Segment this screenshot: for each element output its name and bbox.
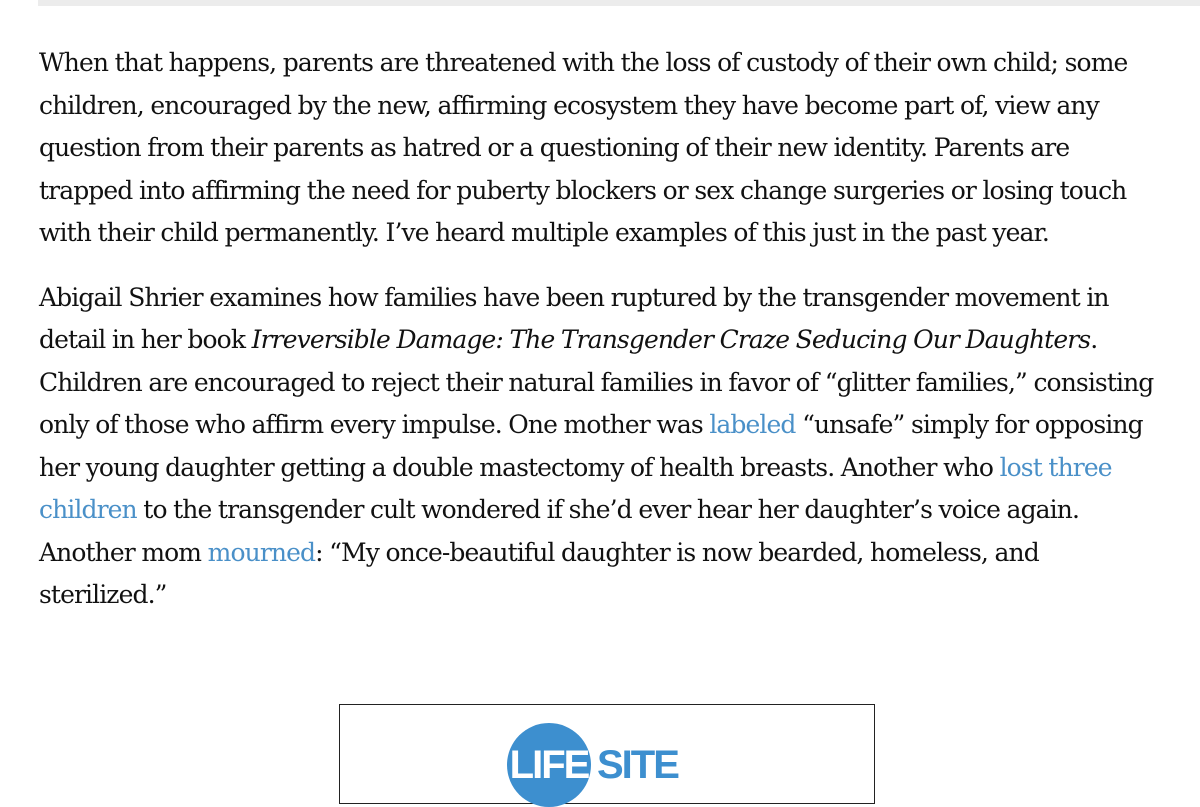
book-title: Irreversible Damage: The Transgender Craze Seducing Our Daughters [251, 325, 1091, 354]
mourned-link[interactable]: mourned [207, 537, 316, 567]
paragraph-text: “unsafe” simply for opposing her young daughter getting a double mastectomy of health breasts. Another who [39, 410, 1143, 482]
paragraph-text: : “My once-beautiful daughter is now bearded, homeless, and sterilized.” [39, 537, 1039, 609]
lifesite-logo[interactable] [507, 723, 678, 793]
article-paragraph-2 [39, 277, 1164, 617]
logo-life-text: LIFE [509, 743, 589, 787]
paragraph-text: to the transgender cult wondered if she’d ever hear her daughter’s voice again. Another mom [39, 495, 1080, 567]
logo-site-text: SITE [597, 743, 678, 787]
lifesite-ad-box[interactable] [339, 704, 875, 804]
top-divider-bar [38, 0, 1200, 6]
article-paragraph-1: When that happens, parents are threatened with the loss of custody of their own child; some children, encouraged by the new, affirming ecosystem they have become part of, view any question from their parents as hatred or a questioning of their new identity. Parents are trapped into affirming the need for puberty blockers or sex change surgeries or losing touch with their child permanently. I’ve heard multiple examples of this just in the past year. [39, 48, 1128, 247]
paragraph-text: . Children are encouraged to reject their natural families in favor of “glitter families,” consisting only of those who affirm every impulse. One mother was [39, 325, 1154, 439]
article-body [39, 42, 1164, 617]
lost-three-children-link[interactable]: lost three children [39, 452, 1112, 524]
paragraph-text: Abigail Shrier examines how families have been ruptured by the transgender movement in detail in her book [39, 282, 1109, 354]
logo-circle [507, 723, 591, 807]
labeled-link[interactable]: labeled [709, 410, 796, 439]
